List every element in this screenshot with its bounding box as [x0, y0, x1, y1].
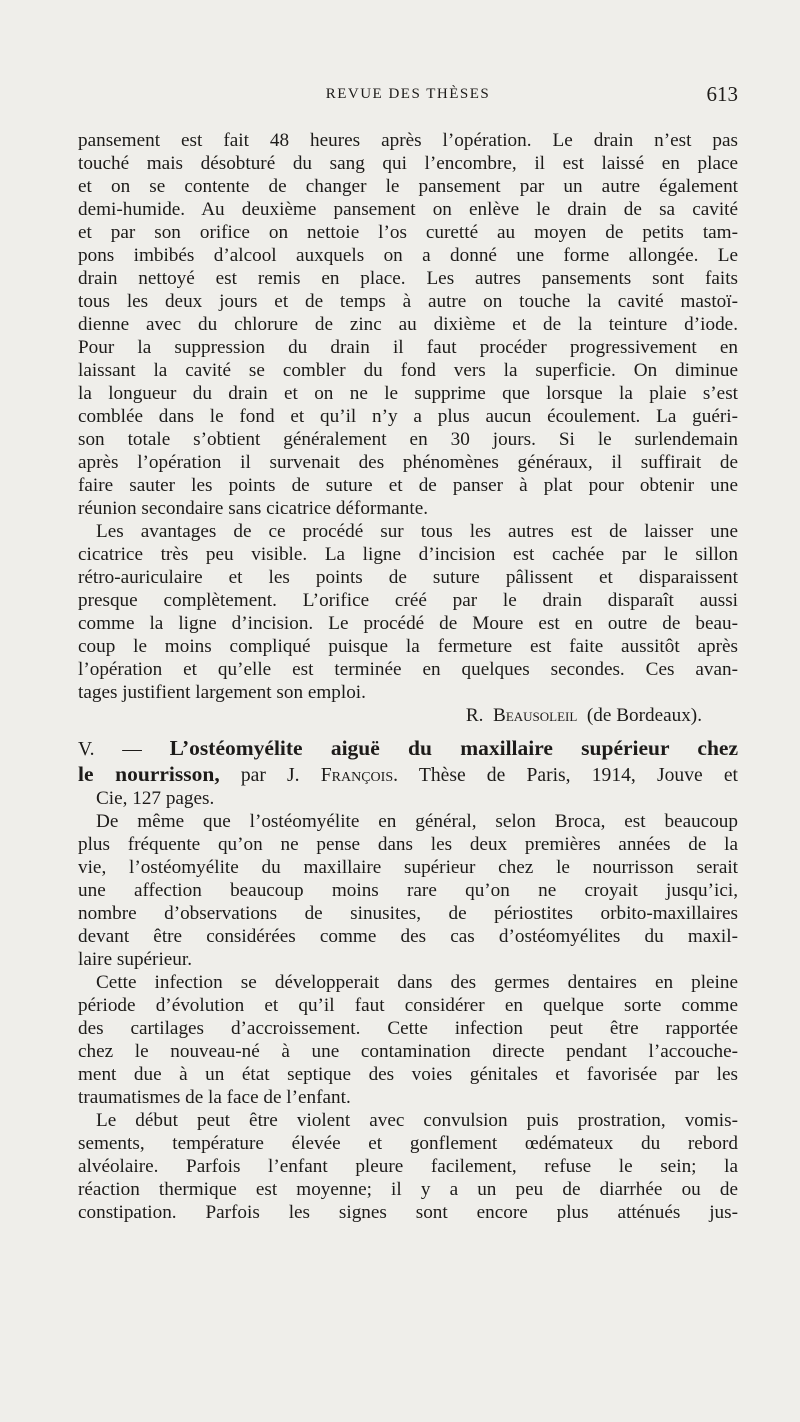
text-line: son totale s’obtient généralement en 30 jours. Si le surlendemain: [78, 429, 738, 450]
text-line: touché mais désobturé du sang qui l’encombre, il est laissé en place: [78, 153, 738, 174]
text-line: alvéolaire. Parfois l’enfant pleure facilement, refuse le sein; la: [78, 1156, 738, 1177]
text-line: Pour la suppression du drain il faut procéder progressivement en: [78, 337, 738, 358]
thesis-title-cont: le nourrisson,: [78, 762, 220, 786]
text-line: coup le moins compliqué puisque la fermeture est faite aussitôt après: [78, 636, 738, 657]
section-heading: [78, 735, 738, 810]
text-line: devant être considérées comme des cas d’ostéomyélites du maxil-: [78, 926, 738, 947]
text-line: comme la ligne d’incision. Le procédé de Moure est en outre de beau-: [78, 613, 738, 634]
thesis-citation: Thèse de Paris, 1914, Jouve et: [418, 765, 738, 786]
text-line: après l’opération il survenait des phénomènes généraux, il suffirait de: [78, 452, 738, 473]
text-line: Le début peut être violent avec convulsion puis prostration, vomis-: [96, 1110, 738, 1131]
signature-place: (de Bordeaux).: [586, 705, 702, 726]
text-line: constipation. Parfois les signes sont encore plus atténués jus-: [78, 1202, 738, 1223]
thesis-publisher: Cie, 127 pages.: [96, 788, 215, 809]
text-line: tages justifient largement son emploi.: [78, 682, 366, 703]
text-line: la longueur du drain et on ne le supprime que lorsque la plaie s’est: [78, 383, 738, 404]
page-header: [78, 82, 738, 108]
text-line: pons imbibés d’alcool auxquels on a donné une forme allongée. Le: [78, 245, 738, 266]
review-signature: [78, 704, 738, 727]
text-line: Les avantages de ce procédé sur tous les autres est de laisser une: [96, 521, 738, 542]
text-line: et on se contente de changer le pansement par un autre également: [78, 176, 738, 197]
text-line: ment due à un état septique des voies génitales et favorisée par les: [78, 1064, 738, 1085]
text-line: rétro-auriculaire et les points de suture pâlissent et disparaissent: [78, 567, 738, 588]
text-line: presque complètement. L’orifice créé par le drain disparaît aussi: [78, 590, 738, 611]
running-title: REVUE DES THÈSES: [325, 86, 491, 102]
paragraph-advantages: [78, 520, 738, 704]
heading-dash: —: [122, 739, 142, 760]
heading-line: [78, 735, 738, 761]
text-line: sements, température élevée et gonflement œdémateux du rebord: [78, 1133, 738, 1154]
text-line: nombre d’observations de sinusites, de périostites orbito-maxillaires: [78, 903, 738, 924]
text-line: plus fréquente qu’on ne pense dans les deux premières années de la: [78, 834, 738, 855]
heading-line: [78, 761, 738, 787]
text-line: demi-humide. Au deuxième pansement on enlève le drain de sa cavité: [78, 199, 738, 220]
signature-name: Beausoleil: [493, 705, 578, 726]
text-line: laissant la cavité se combler du fond vers la superficie. On diminue: [78, 360, 738, 381]
signature-initial: R.: [465, 705, 484, 726]
section-number: V.: [78, 739, 95, 760]
text-line: laire supérieur.: [78, 949, 193, 970]
text-line: tous les deux jours et de temps à autre on touche la cavité mastoï-: [78, 291, 738, 312]
text-line: chez le nouveau-né à une contamination directe pendant l’accouche-: [78, 1041, 738, 1062]
text-line: dienne avec du chlorure de zinc au dixième et de la teinture d’iode.: [78, 314, 738, 335]
text-line: faire sauter les points de suture et de panser à plat pour obtenir une: [78, 475, 738, 496]
section-gap: [78, 727, 738, 735]
text-line: traumatismes de la face de l’enfant.: [78, 1087, 351, 1108]
text-line: des cartilages d’accroissement. Cette infection peut être rapportée: [78, 1018, 738, 1039]
paragraph-onset: [78, 1109, 738, 1224]
text-line: réunion secondaire sans cicatrice déformante.: [78, 498, 429, 519]
text-line: réaction thermique est moyenne; il y a un peu de diarrhée ou de: [78, 1179, 738, 1200]
text-line: vie, l’ostéomyélite du maxillaire supérieur chez le nourrisson serait: [78, 857, 738, 878]
thesis-title: L’ostéomyélite aiguë du maxillaire supérieur chez: [169, 736, 738, 760]
heading-line: [78, 787, 738, 810]
author-prefix: par J.: [240, 765, 300, 786]
text-line: comblée dans le fond et qu’il n’y a plus aucun écoulement. La guéri-: [78, 406, 738, 427]
text-line: et par son orifice on nettoie l’os curetté au moyen de petits tam-: [78, 222, 738, 243]
text-line: cicatrice très peu visible. La ligne d’incision est cachée par le sillon: [78, 544, 738, 565]
thesis-author: François.: [320, 765, 399, 786]
text-line: une affection beaucoup moins rare qu’on ne croyait jusqu’ici,: [78, 880, 738, 901]
text-line: drain nettoyé est remis en place. Les autres pansements sont faits: [78, 268, 738, 289]
paragraph-broca: [78, 810, 738, 971]
text-line: période d’évolution et qu’il faut considérer en quelque sorte comme: [78, 995, 738, 1016]
page-body: [78, 129, 738, 1224]
page-number: 613: [706, 82, 738, 106]
paragraph-continuation: [78, 129, 738, 520]
text-line: Cette infection se développerait dans des germes dentaires en pleine: [96, 972, 738, 993]
text-line: pansement est fait 48 heures après l’opération. Le drain n’est pas: [78, 130, 738, 151]
text-line: De même que l’ostéomyélite en général, selon Broca, est beaucoup: [96, 811, 738, 832]
text-line: l’opération et qu’elle est terminée en quelques secondes. Ces avan-: [78, 659, 738, 680]
paragraph-infection: [78, 971, 738, 1109]
